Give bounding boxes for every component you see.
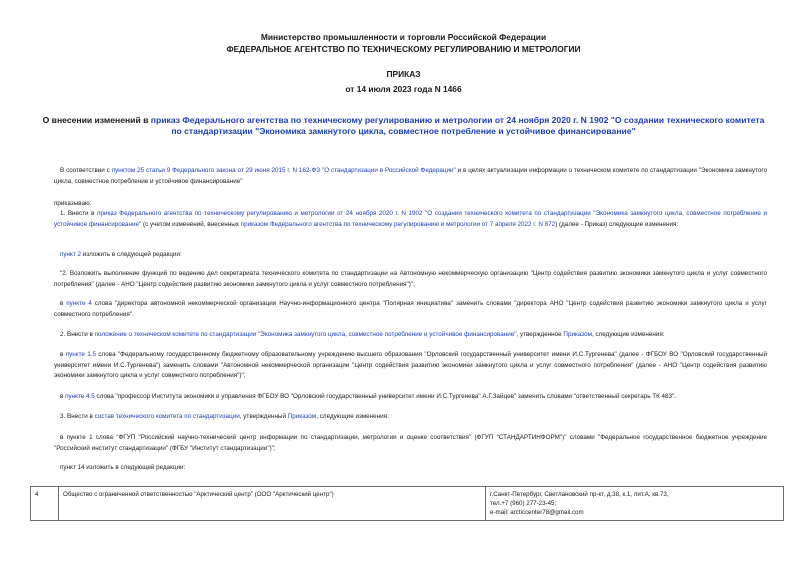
- text: В соответствии с: [60, 167, 112, 174]
- text: слова "директора автономной некоммерческой организации Научно-информационного центра "Полярная инициатива" заменить словами "директора АНО "Центр содействия развитию экономики замкнутого цикла и услуг совместного потребления".: [54, 300, 767, 318]
- agency-name: ФЕДЕРАЛЬНОЕ АГЕНТСТВО ПО ТЕХНИЧЕСКОМУ РЕГУЛИРОВАНИЮ И МЕТРОЛОГИИ: [226, 44, 581, 54]
- committee-member-table: [30, 486, 784, 521]
- paragraph-new-point-2: "2. Возложить выполнение функций по ведению дел секретариата технического комитета по стандартизации на Автономную некоммерческую организацию "Центр содействия развитию экономики замкнутого цикла и услуг совместного потребления" (далее - АНО "Центр содействия развитию экономики замкнутого цикла и услуг совместного потребления")";: [54, 270, 767, 288]
- text: ) (далее - Приказ) следующие изменения:: [555, 220, 679, 228]
- point-1-5-link[interactable]: пункте 1.5: [65, 351, 97, 358]
- text: изложить в следующей редакции:: [81, 251, 182, 258]
- text: 3. Внести в: [60, 413, 95, 420]
- paragraph-order-word: приказываю:: [54, 200, 92, 207]
- committee-composition-link[interactable]: состав технического комитета по стандартизации: [94, 413, 240, 420]
- order-link[interactable]: Приказом: [563, 331, 592, 338]
- text: , утвержденное: [516, 331, 564, 338]
- address: г.Санкт-Петербург, Светлановский пр-кт, д.38, к.1, лит.А, кв.73,: [490, 491, 669, 498]
- text: (с учетом изменений, внесенных: [141, 220, 241, 228]
- text: , следующие изменения:: [316, 413, 389, 420]
- paragraph-point-14: пункт 14 изложить в следующей редакции:: [60, 464, 186, 471]
- paragraph-item-1: [54, 209, 767, 230]
- text: в: [60, 351, 66, 358]
- ministry-name: Министерство промышленности и торговли Российской Федерации: [260, 32, 547, 42]
- text: и в целях актуализации информации о техническом комитете по стандартизации "Экономика замкнутого цикла, совместное потребление и устойчивое финансирование": [54, 167, 768, 185]
- text: , утвержденный: [239, 413, 288, 420]
- point-4-link[interactable]: пункте 4: [66, 300, 92, 307]
- paragraph-item-3: [54, 412, 767, 423]
- paragraph-point-2: [54, 250, 767, 261]
- table-row: [31, 487, 784, 521]
- phone: тел.+7 (960) 277-23-45;: [490, 500, 557, 507]
- organization-cell: Общество с ограниченной ответственностью "Арктический центр" (ООО "Арктический центр"): [59, 487, 486, 521]
- text: слова "профессор Института экономики и управления ФГБОУ ВО "Орловский государственный университет имени И.С.Тургенева" А.Г.Зайцев" заменить словами "ответственный секретарь ТК 483".: [94, 393, 677, 400]
- text: 2. Внести в: [60, 331, 95, 338]
- row-number: 4: [31, 487, 59, 521]
- text: 1. Внести в: [60, 210, 98, 217]
- email: e-mail: arcticcenter78@gmail.com: [490, 509, 584, 516]
- text: , следующие изменения:: [591, 331, 665, 338]
- paragraph-point-1: в пункте 1 слова "ФГУП "Российский научно-технический центр информации по стандартизации, метрологии и оценке соответствия" (ФГУП "СТАНДАРТИНФОРМ")" словами "Федеральное государственное бюджетное учреждение "Российский институт стандартизации" (ФГБУ "Институт стандартизации")";: [54, 434, 767, 452]
- federal-law-link[interactable]: пунктом 25 статьи 9 Федерального закона от 29 июня 2015 г. N 162-ФЗ "О стандартизации в Российской Федерации": [111, 167, 456, 174]
- paragraph-point-4-5: [54, 392, 767, 403]
- text: слова "Федеральному государственному бюджетному образовательному учреждению высшего образования "Орловский государственный университет имени И.С.Тургенева" (далее - ФГБОУ ВО "Орловский государственный университет имени И.С.Тургенева") заменить словами "Автономной некоммерческой организации "Центр содействия развитию экономики замкнутого цикла и услуг совместного потребления" (далее - АНО "Центр содействия развитию экономики замкнутого цикла и услуг совместного потребления")";: [54, 351, 767, 379]
- document-type: ПРИКАЗ: [386, 69, 421, 79]
- paragraph-item-2: [54, 330, 767, 341]
- contact-cell: [486, 487, 784, 521]
- title-prefix: О внесении изменений в: [42, 115, 151, 125]
- document-date: от 14 июля 2023 года N 1466: [345, 84, 462, 94]
- document-title: [40, 115, 767, 137]
- point-4-5-link[interactable]: пункте 4.5: [65, 393, 95, 400]
- text: в: [60, 393, 66, 400]
- point-2-link[interactable]: пункт 2: [60, 251, 81, 258]
- order-1902-link[interactable]: приказ Федерального агентства по техническому регулированию и метрологии от 24 ноября 2020 г. N 1902 "О создании технического комитета по стандартизации "Экономика замкнутого цикла, совместное потребление и устойчивое финансирование": [54, 210, 768, 228]
- order-link[interactable]: Приказом: [287, 413, 317, 420]
- order-872-link[interactable]: приказом Федерального агентства по техническому регулированию и метрологии от 7 апреля 2022 г. N 872: [240, 220, 556, 228]
- committee-regulation-link[interactable]: положение о техническом комитете по стандартизации "Экономика замкнутого цикла, совместное потребление и устойчивое финансирование": [94, 331, 517, 338]
- paragraph-basis: [54, 166, 767, 187]
- title-order-link[interactable]: приказ Федерального агентства по техническому регулированию и метрологии от 24 ноября 2020 г. N 1902 "О создании технического комитета по стандартизации "Экономика замкнутого цикла, совместное потребление и устойчивое финансирование": [150, 115, 765, 136]
- text: в: [60, 300, 67, 307]
- paragraph-point-1-5: [54, 350, 767, 382]
- paragraph-point-4: [54, 299, 767, 320]
